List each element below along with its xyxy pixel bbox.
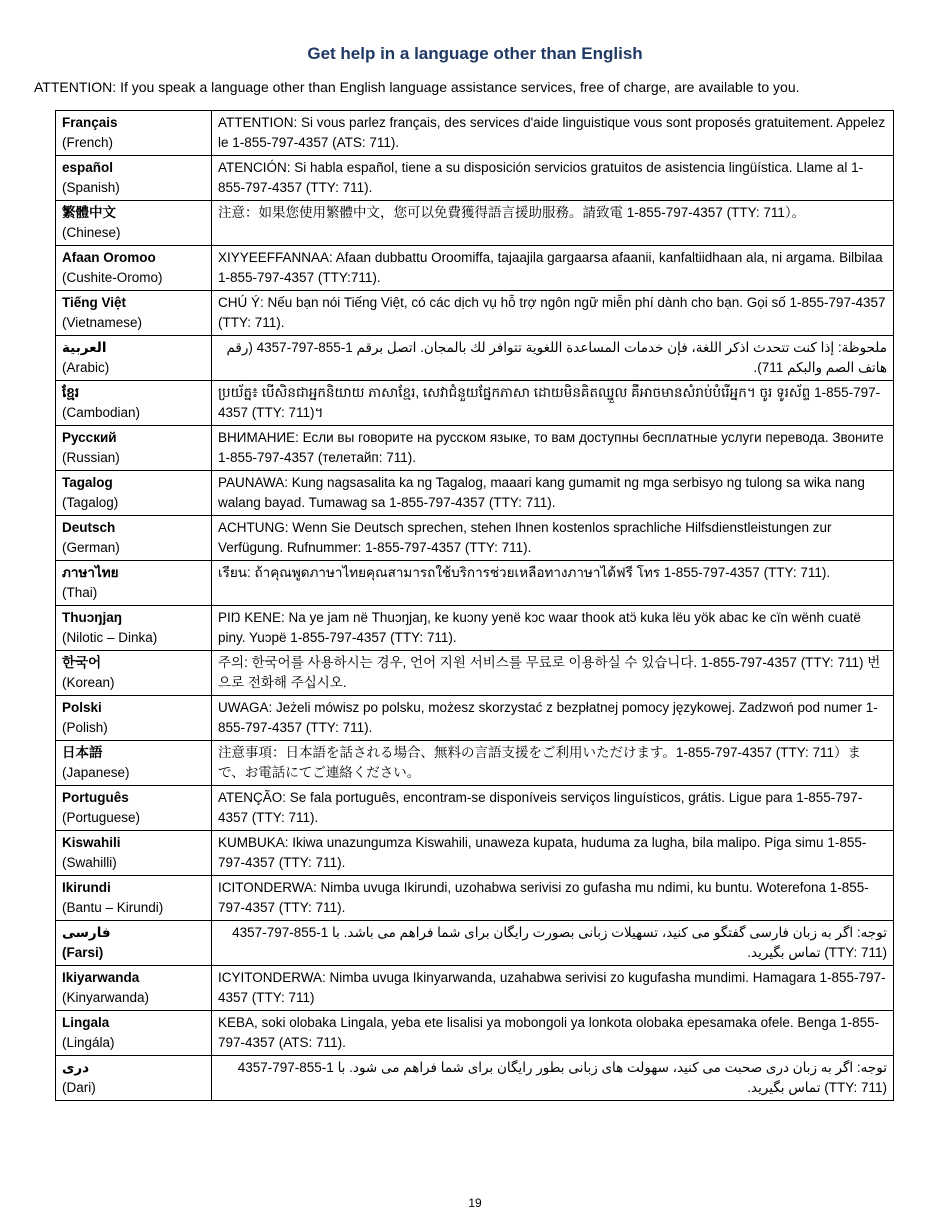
assistance-message: PAUNAWA: Kung nagsasalita ka ng Tagalog, maaari kang gumamit ng mga serbisyo ng tulong sa wika nang walang bayad. Tumawag sa 1-855-797-4357 (TTY: 711). bbox=[212, 471, 894, 516]
language-cell bbox=[56, 516, 212, 561]
language-name: Ikirundi bbox=[62, 880, 111, 895]
assistance-message: توجه: اگر به زبان دری صحبت می کنید، سهولت های زبانی بطور رایگان برای شما فراهم می شود. با 1-855-797-4357 (TTY: 711) تماس بگیرید. bbox=[212, 1056, 894, 1101]
language-name: Afaan Oromoo bbox=[62, 250, 156, 265]
language-cell bbox=[56, 471, 212, 516]
language-name: فارسی bbox=[62, 925, 111, 940]
table-row bbox=[56, 111, 894, 156]
language-english-name: (Cambodian) bbox=[62, 405, 141, 420]
assistance-message: XIYYEEFFANNAA: Afaan dubbattu Oroomiffa, tajaajila gargaarsa afaanii, kanfaltiidhaan ala, ni argama. Bilbilaa 1-855-797-4357 (TTY:711). bbox=[212, 246, 894, 291]
assistance-message: ប្រយ័ត្ន៖ បើសិនជាអ្នកនិយាយ ភាសាខ្មែរ, សេវាជំនួយផ្នែកភាសា ដោយមិនគិតឈ្នួល គឺអាចមានសំរាប់បំរើអ្នក។ ចូរ ទូរស័ព្ទ 1-855-797-4357 (TTY: 711)។ bbox=[212, 381, 894, 426]
language-english-name: (Lingála) bbox=[62, 1035, 115, 1050]
language-cell bbox=[56, 291, 212, 336]
language-name: español bbox=[62, 160, 114, 175]
assistance-message: KUMBUKA: Ikiwa unazungumza Kiswahili, unaweza kupata, huduma za lugha, bila malipo. Piga simu 1-855-797-4357 (TTY: 711). bbox=[212, 831, 894, 876]
table-row bbox=[56, 606, 894, 651]
table-row bbox=[56, 651, 894, 696]
assistance-message: ICYITONDERWA: Nimba uvuga Ikinyarwanda, uzahabwa serivisi zo kugufasha mundimi. Hamagara 1-855-797-4357 (TTY: 711) bbox=[212, 966, 894, 1011]
language-cell bbox=[56, 156, 212, 201]
language-name: العربية bbox=[62, 340, 107, 355]
assistance-message: UWAGA: Jeżeli mówisz po polsku, możesz skorzystać z bezpłatnej pomocy językowej. Zadzwoń pod numer 1-855-797-4357 (TTY: 711). bbox=[212, 696, 894, 741]
language-cell bbox=[56, 651, 212, 696]
language-cell bbox=[56, 831, 212, 876]
table-row bbox=[56, 156, 894, 201]
language-cell bbox=[56, 786, 212, 831]
attention-intro: ATTENTION: If you speak a language other than English language assistance services, free of charge, are available to you. bbox=[34, 79, 800, 95]
assistance-message: 注意事項：日本語を話される場合、無料の言語支援をご利用いただけます。1-855-797-4357 (TTY: 711）まで、お電話にてご連絡ください。 bbox=[212, 741, 894, 786]
language-english-name: (Arabic) bbox=[62, 360, 110, 375]
assistance-message: ICITONDERWA: Nimba uvuga Ikirundi, uzohabwa serivisi zo gufasha mu ndimi, ku buntu. Woterefona 1-855-797-4357 (TTY: 711). bbox=[212, 876, 894, 921]
language-cell bbox=[56, 921, 212, 966]
language-name: دری bbox=[62, 1060, 90, 1075]
table-row bbox=[56, 291, 894, 336]
language-name: Português bbox=[62, 790, 129, 805]
language-english-name: (Vietnamese) bbox=[62, 315, 143, 330]
table-row bbox=[56, 696, 894, 741]
table-row bbox=[56, 516, 894, 561]
language-english-name: (French) bbox=[62, 135, 114, 150]
language-name: 日本語 bbox=[62, 745, 103, 760]
table-row bbox=[56, 921, 894, 966]
language-english-name: (Swahilli) bbox=[62, 855, 117, 870]
table-row bbox=[56, 336, 894, 381]
language-name: Deutsch bbox=[62, 520, 116, 535]
table-row bbox=[56, 741, 894, 786]
language-english-name: (Spanish) bbox=[62, 180, 120, 195]
language-name: Kiswahili bbox=[62, 835, 121, 850]
language-english-name: (Nilotic – Dinka) bbox=[62, 630, 158, 645]
language-english-name: (Farsi) bbox=[62, 945, 104, 960]
table-row bbox=[56, 966, 894, 1011]
assistance-message: ВНИМАНИЕ: Если вы говорите на русском языке, то вам доступны бесплатные услуги перевода. Звоните 1-855-797-4357 (телетайп: 711). bbox=[212, 426, 894, 471]
language-name: ภาษาไทย bbox=[62, 565, 119, 580]
language-english-name: (Thai) bbox=[62, 585, 98, 600]
language-name: 한국어 bbox=[62, 655, 102, 670]
assistance-message: توجه: اگر به زبان فارسی گفتگو می کنید، تسهیلات زبانی بصورت رایگان برای شما فراهم می باشد. با 1-855-797-4357 (TTY: 711) تماس بگیرید. bbox=[212, 921, 894, 966]
language-name: Lingala bbox=[62, 1015, 110, 1030]
assistance-message: ATTENTION: Si vous parlez français, des services d'aide linguistique vous sont proposés gratuitement. Appelez le 1-855-797-4357 (ATS: 711). bbox=[212, 111, 894, 156]
language-name: Français bbox=[62, 115, 118, 130]
table-row bbox=[56, 246, 894, 291]
assistance-message: 주의: 한국어를 사용하시는 경우, 언어 지원 서비스를 무료로 이용하실 수 있습니다. 1-855-797-4357 (TTY: 711) 번으로 전화해 주십시오. bbox=[212, 651, 894, 696]
table-row bbox=[56, 201, 894, 246]
language-english-name: (Portuguese) bbox=[62, 810, 141, 825]
assistance-message: CHÚ Ý: Nếu bạn nói Tiếng Việt, có các dịch vụ hỗ trợ ngôn ngữ miễn phí dành cho bạn. Gọi số 1-855-797-4357 (TTY: 711). bbox=[212, 291, 894, 336]
language-name: Русский bbox=[62, 430, 117, 445]
language-name: Polski bbox=[62, 700, 102, 715]
language-cell bbox=[56, 696, 212, 741]
assistance-message: เรียน: ถ้าคุณพูดภาษาไทยคุณสามารถใช้บริการช่วยเหลือทางภาษาได้ฟรี โทร 1-855-797-4357 (TTY: 711). bbox=[212, 561, 894, 606]
language-cell bbox=[56, 561, 212, 606]
language-name: Ikiyarwanda bbox=[62, 970, 140, 985]
language-cell bbox=[56, 336, 212, 381]
table-row bbox=[56, 381, 894, 426]
language-assistance-table bbox=[55, 110, 894, 1101]
assistance-message: 注意：如果您使用繁體中文，您可以免費獲得語言援助服務。請致電 1-855-797-4357 (TTY: 711）。 bbox=[212, 201, 894, 246]
table-row bbox=[56, 831, 894, 876]
language-english-name: (Cushite-Oromo) bbox=[62, 270, 163, 285]
language-cell bbox=[56, 741, 212, 786]
language-name: Tagalog bbox=[62, 475, 113, 490]
table-row bbox=[56, 561, 894, 606]
language-cell bbox=[56, 246, 212, 291]
page-number: 19 bbox=[468, 1196, 482, 1210]
assistance-message: ATENCIÓN: Si habla español, tiene a su disposición servicios gratuitos de asistencia lingüística. Llame al 1-855-797-4357 (TTY: 711). bbox=[212, 156, 894, 201]
table-row bbox=[56, 426, 894, 471]
language-cell bbox=[56, 201, 212, 246]
language-cell bbox=[56, 111, 212, 156]
language-english-name: (Korean) bbox=[62, 675, 115, 690]
language-english-name: (Polish) bbox=[62, 720, 108, 735]
language-name: ខ្មែរ bbox=[62, 385, 80, 400]
language-cell bbox=[56, 966, 212, 1011]
language-cell bbox=[56, 1056, 212, 1101]
table-row bbox=[56, 471, 894, 516]
table-row bbox=[56, 1011, 894, 1056]
assistance-message: ATENÇÃO: Se fala português, encontram-se disponíveis serviços linguísticos, grátis. Ligue para 1-855-797-4357 (TTY: 711). bbox=[212, 786, 894, 831]
language-english-name: (Russian) bbox=[62, 450, 120, 465]
assistance-message: ACHTUNG: Wenn Sie Deutsch sprechen, stehen Ihnen kostenlos sprachliche Hilfsdienstleistungen zur Verfügung. Rufnummer: 1-855-797-4357 (TTY: 711). bbox=[212, 516, 894, 561]
language-english-name: (Chinese) bbox=[62, 225, 121, 240]
language-cell bbox=[56, 876, 212, 921]
language-english-name: (Tagalog) bbox=[62, 495, 119, 510]
language-cell bbox=[56, 381, 212, 426]
assistance-message: KEBA, soki olobaka Lingala, yeba ete lisalisi ya mobongoli ya lonkota olobaka epesamaka ofele. Benga 1-855-797-4357 (ATS: 711). bbox=[212, 1011, 894, 1056]
assistance-message: ملحوظة: إذا كنت تتحدث اذكر اللغة، فإن خدمات المساعدة اللغوية تتوافر لك بالمجان. اتصل برقم 1-855-797-4357 (رقم هاتف الصم والبكم 711). bbox=[212, 336, 894, 381]
page-title: Get help in a language other than English bbox=[307, 44, 643, 63]
language-english-name: (Kinyarwanda) bbox=[62, 990, 150, 1005]
language-english-name: (Japanese) bbox=[62, 765, 130, 780]
assistance-message: PIŊ KENE: Na ye jam në Thuɔŋjaŋ, ke kuɔny yenë kɔc waar thook atɔ̈ kuka lëu yök abac ke cïn wënh cuatë piny. Yuɔpë 1-855-797-4357 (TTY: 711). bbox=[212, 606, 894, 651]
language-cell bbox=[56, 1011, 212, 1056]
language-english-name: (Bantu – Kirundi) bbox=[62, 900, 164, 915]
table-row bbox=[56, 786, 894, 831]
language-name: 繁體中文 bbox=[62, 205, 116, 220]
language-english-name: (German) bbox=[62, 540, 120, 555]
language-cell bbox=[56, 426, 212, 471]
table-row bbox=[56, 1056, 894, 1101]
language-name: Thuɔŋjaŋ bbox=[62, 610, 122, 625]
table-row bbox=[56, 876, 894, 921]
language-english-name: (Dari) bbox=[62, 1080, 96, 1095]
language-cell bbox=[56, 606, 212, 651]
language-name: Tiếng Việt bbox=[62, 295, 127, 310]
